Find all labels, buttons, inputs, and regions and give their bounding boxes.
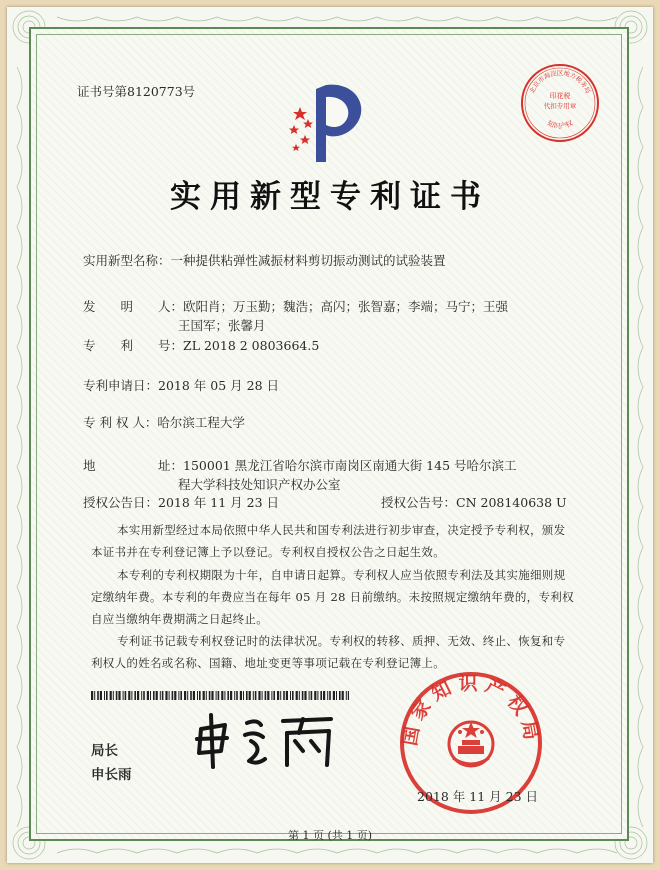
field-patentee: [83, 414, 245, 432]
certificate-page: [7, 7, 653, 863]
svg-text:北京市海淀区地方税务局: 北京市海淀区地方税务局: [528, 70, 592, 95]
body-para3-line1: 专利证书记载专利权登记时的法律状况。专利权的转移、质押、无效、终止、恢复和专: [117, 634, 566, 648]
field-value: 150001 黑龙江省哈尔滨市南岗区南通大街 145 号哈尔滨工: [183, 458, 517, 473]
body-para2-line1: 本专利的专利权期限为十年，自申请日起算。专利权人应当依照专利法及其实施细则规: [117, 568, 566, 582]
star-icon: [289, 107, 313, 151]
field-address-line2: 程大学科技处知识产权办公室: [178, 477, 341, 492]
svg-text:知识产权: 知识产权: [545, 119, 575, 131]
field-value: 欧阳肖；万玉勤；魏浩；高闪；张智嘉；李端；马宁；王强: [183, 299, 509, 314]
field-value: 2018 年 05 月 28 日: [158, 378, 280, 393]
svg-text:国家知识产权局: 国家知识产权局: [398, 672, 544, 748]
body-para2-line2: 定缴纳年费。本专利的年费应当在每年 05 月 28 日前缴纳。未按照规定缴纳年费的，专利权: [91, 590, 574, 604]
field-label: 授权公告日：: [83, 495, 159, 510]
field-filing-date: [83, 377, 279, 395]
field-address: [83, 457, 517, 475]
field-value: CN 208140638 U: [456, 495, 567, 510]
tax-seal-stamp: [519, 62, 601, 144]
field-label: 专 利 权 人：: [83, 415, 158, 430]
svg-text:印花税: 印花税: [549, 92, 571, 100]
national-emblem-icon: [449, 722, 493, 766]
field-patent-number: [83, 337, 319, 355]
field-label: 专 利 号：: [83, 338, 184, 353]
field-grant-announcement-number: [381, 494, 567, 512]
field-inventors: [83, 298, 508, 316]
certificate-title: 实用新型专利证书: [170, 179, 490, 215]
body-para3-line2: 利权人的姓名或名称、国籍、地址变更等事项记载在专利登记簿上。: [91, 656, 445, 670]
cnipa-logo-icon: [286, 77, 371, 167]
field-utility-model-name: [83, 252, 446, 270]
signature-title: 局长: [91, 743, 118, 759]
field-label: 授权公告号：: [381, 495, 457, 510]
field-label: 实用新型名称：: [83, 253, 171, 268]
certificate-number: 证书号第8120773号: [77, 84, 196, 99]
handwritten-signature: [191, 711, 341, 773]
seal-date: 2018 年 11 月 23 日: [417, 789, 538, 804]
field-label: 发 明 人：: [83, 299, 184, 314]
body-para2-line3: 自应当缴纳年费期满之日起终止。: [91, 612, 268, 626]
body-para1-line1: 本实用新型经过本局依照中华人民共和国专利法进行初步审查，决定授予专利权，颁发: [117, 523, 566, 537]
svg-text:代扣专用章: 代扣专用章: [543, 102, 577, 110]
field-grant-announcement-date: [83, 494, 279, 512]
body-para1-line2: 本证书并在专利登记簿上予以登记。专利权自授权公告之日起生效。: [91, 545, 445, 559]
page-footer: 第 1 页 (共 1 页): [287, 829, 373, 842]
field-value: ZL 2018 2 0803664.5: [183, 338, 320, 353]
field-label: 地 址：: [83, 458, 184, 473]
field-inventors-line2: 王国军；张馨月: [178, 318, 266, 333]
field-value: 一种提供粘弹性减振材料剪切振动测试的试验装置: [170, 253, 446, 268]
barcode: [91, 691, 349, 700]
field-value: 哈尔滨工程大学: [157, 415, 245, 430]
field-value: 2018 年 11 月 23 日: [158, 495, 280, 510]
field-label: 专利申请日：: [83, 378, 159, 393]
signature-name: 申长雨: [91, 767, 132, 783]
